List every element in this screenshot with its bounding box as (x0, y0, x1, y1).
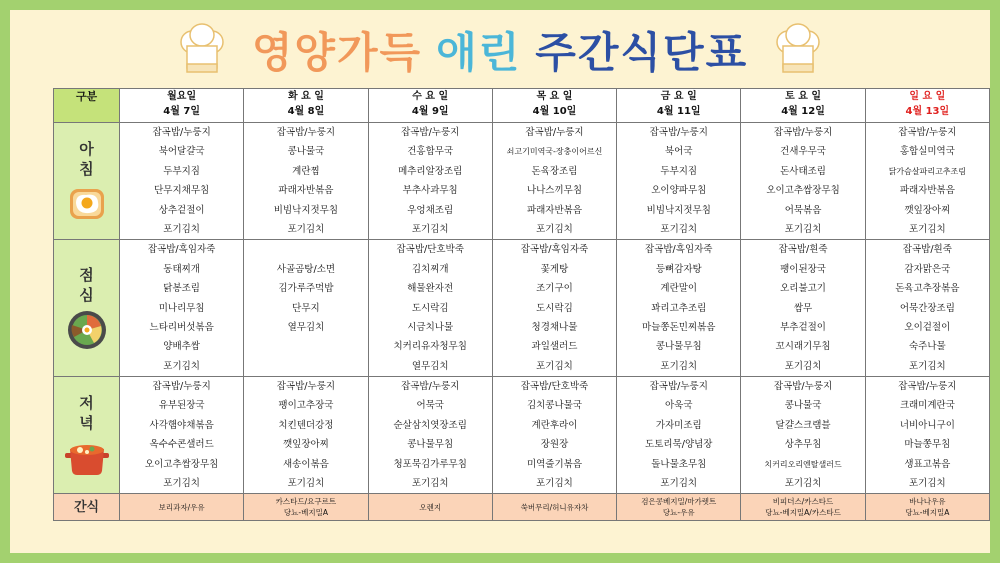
menu-item: 잡곡밥/누룽지 (401, 381, 460, 393)
menu-item: 김가루주먹밥 (278, 283, 334, 295)
breakfast-menu-cell (865, 123, 989, 240)
menu-item: 동태찌개 (163, 263, 200, 275)
lunch-menu-cell (865, 240, 989, 377)
menu-item: 잡곡밥/누룽지 (898, 381, 957, 393)
menu-item: 도시락김 (536, 302, 573, 314)
menu-item: 파래자반볶음 (278, 185, 334, 197)
snack-cell (741, 494, 865, 521)
menu-item: 양배추쌈 (163, 341, 200, 353)
snack-item: 쑥버무리/허니유자차 (520, 502, 589, 512)
menu-item: 돌나물초무침 (651, 458, 707, 470)
menu-item: 포기김치 (536, 478, 573, 490)
menu-item: 너비아니구이 (899, 419, 955, 431)
day-date: 4월 13일 (905, 106, 950, 117)
snack-cell (617, 494, 741, 521)
dinner-menu-cell (617, 377, 741, 494)
menu-item: 우엉채조림 (407, 204, 454, 216)
breakfast-row (54, 123, 990, 240)
menu-item: 두부지짐 (660, 165, 698, 177)
menu-item: 포기김치 (660, 360, 698, 372)
menu-item: 생표고볶음 (904, 458, 951, 470)
menu-item: 꽃게탕 (540, 263, 569, 275)
dinner-menu-cell (120, 377, 244, 494)
menu-item: 잡곡밥/흰죽 (902, 244, 952, 256)
title-part-3: 주간식단표 (535, 28, 749, 77)
snack-cell (120, 494, 244, 521)
menu-table (53, 88, 990, 521)
day-header (120, 89, 244, 123)
menu-item: 잡곡밥/누룽지 (898, 127, 957, 138)
breakfast-menu-cell (617, 123, 741, 240)
menu-item: 단무지 (292, 302, 320, 314)
menu-item: 포기김치 (287, 478, 325, 490)
breakfast-menu-cell (492, 123, 616, 240)
menu-item: 치킨텐더강정 (278, 419, 334, 431)
day-date: 4월 7일 (163, 106, 200, 117)
chef-hat-icon (178, 22, 226, 78)
menu-item: 옥수수콘샐러드 (149, 439, 214, 451)
menu-item: 사각햄야채볶음 (149, 419, 214, 431)
menu-item: 숙주나물 (908, 341, 946, 353)
menu-item: 부추사과무침 (402, 185, 458, 197)
menu-item (244, 240, 367, 259)
lunch-label-char-2: 심 (79, 286, 94, 305)
menu-item: 북어달걀국 (158, 146, 205, 158)
menu-item: 포기김치 (536, 223, 573, 235)
menu-item: 미역줄기볶음 (526, 458, 583, 470)
menu-item: 쌈무 (793, 302, 813, 314)
breakfast-label (54, 123, 120, 240)
menu-item: 미나리무침 (158, 302, 205, 314)
day-name: 수 요 일 (412, 91, 449, 102)
lunch-menu-cell (492, 240, 616, 377)
menu-item: 콩나물국 (784, 400, 822, 412)
menu-item: 장원장 (540, 439, 569, 451)
snack-cell (492, 494, 616, 521)
menu-item: 잡곡밥/누룽지 (773, 381, 833, 393)
menu-item: 콩나물국 (287, 146, 325, 158)
menu-item: 크래미계란국 (899, 400, 955, 412)
menu-item: 닭봉조림 (163, 283, 200, 295)
lunch-row (54, 240, 990, 377)
menu-item: 계란말이 (660, 283, 698, 295)
menu-item (244, 337, 367, 356)
day-header (617, 89, 741, 123)
lunch-menu-cell (244, 240, 368, 377)
menu-item: 닭가슴살파리고추조림 (888, 166, 966, 176)
menu-item: 잡곡밥/흑임자죽 (645, 244, 713, 256)
menu-item: 파래자반볶음 (526, 204, 583, 216)
day-name: 월요일 (167, 91, 197, 102)
menu-item: 포기김치 (660, 478, 698, 490)
menu-item: 시금치나물 (407, 321, 454, 333)
stew-pot-icon (65, 437, 109, 477)
menu-item (244, 357, 367, 376)
lunch-menu-cell (741, 240, 865, 377)
menu-item: 쇠고기미역국-장충이어르신 (506, 147, 603, 157)
snack-item: 보리과자/우유 (158, 502, 205, 512)
menu-item: 달걀스크램블 (775, 419, 831, 431)
day-date: 4월 12일 (781, 106, 825, 117)
page-title (10, 18, 990, 82)
menu-item: 잡곡밥/누룽지 (152, 381, 211, 393)
menu-item: 도토리묵/양념장 (645, 439, 713, 451)
day-date: 4월 11일 (656, 106, 701, 117)
breakfast-label-char-1: 아 (79, 140, 94, 159)
dinner-menu-cell (244, 377, 368, 494)
snack-item: 당뇨-우유 (662, 508, 695, 518)
menu-item: 콩나물무침 (655, 341, 702, 353)
header-gubun: 구분 (54, 89, 120, 123)
menu-item: 치커리오리엔탈샐러드 (764, 459, 842, 469)
day-name: 일 요 일 (909, 91, 946, 102)
dinner-label-char-2: 녁 (79, 414, 94, 433)
menu-item: 치커리유자청무침 (393, 341, 467, 353)
day-date: 4월 9일 (411, 106, 449, 117)
menu-item: 돈육장조림 (531, 165, 578, 177)
menu-item: 상추겉절이 (158, 204, 205, 216)
dinner-menu-cell (492, 377, 616, 494)
menu-item: 잡곡밥/흑임자죽 (520, 244, 589, 256)
menu-item: 잡곡밥/흰죽 (778, 244, 828, 256)
breakfast-label-char-2: 침 (79, 160, 94, 179)
snack-item: 카스타드/요구르트 (275, 497, 337, 507)
menu-item: 건홍합무국 (407, 146, 454, 158)
menu-item: 나나스끼무침 (526, 185, 583, 197)
menu-item: 포기김치 (411, 478, 449, 490)
menu-item: 깻잎장아찌 (282, 439, 329, 451)
menu-item: 잡곡밥/누룽지 (401, 127, 460, 138)
menu-item: 해물완자전 (407, 283, 454, 295)
menu-item: 청경채나물 (531, 321, 578, 333)
menu-item: 포기김치 (908, 360, 946, 372)
menu-item: 잡곡밥/단호박죽 (396, 244, 464, 256)
chef-hat-icon (774, 22, 822, 78)
day-name: 화 요 일 (287, 91, 324, 102)
menu-item: 잡곡밥/단호박죽 (520, 381, 589, 393)
menu-item: 도시락김 (411, 302, 449, 314)
menu-item: 두부지짐 (163, 165, 200, 177)
menu-item: 느타리버섯볶음 (149, 321, 214, 333)
menu-item: 오이양파무침 (651, 185, 707, 197)
day-header (741, 89, 865, 123)
menu-item: 새송이볶음 (282, 458, 329, 470)
menu-item: 돈육고추장볶음 (895, 283, 960, 295)
menu-item: 건새우무국 (780, 146, 826, 158)
bibimbap-bowl-icon (66, 309, 108, 351)
title-part-2: 애린 (436, 28, 522, 77)
menu-item: 오이고추쌈장무침 (144, 458, 219, 470)
snack-item: 당뇨-베지밀A/카스타드 (765, 508, 841, 518)
menu-item: 어묵국 (416, 400, 444, 412)
snack-cell (865, 494, 989, 521)
day-name: 금 요 일 (660, 91, 697, 102)
menu-item: 감자맑은국 (904, 263, 951, 275)
menu-item: 팽이고추장국 (278, 400, 334, 412)
snack-row (54, 494, 990, 521)
dinner-menu-cell (865, 377, 989, 494)
breakfast-menu-cell (741, 123, 865, 240)
menu-item: 꽈리고추조림 (651, 302, 707, 314)
snack-cell (368, 494, 492, 521)
menu-item: 사골곰탕/소면 (276, 263, 336, 275)
menu-item: 조기구이 (536, 283, 573, 295)
menu-item: 오이고추쌈장무침 (766, 185, 840, 197)
menu-item: 단무지채무침 (154, 185, 210, 197)
lunch-menu-cell (368, 240, 492, 377)
menu-item: 포기김치 (163, 478, 200, 490)
breakfast-menu-cell (244, 123, 368, 240)
dinner-menu-cell (741, 377, 865, 494)
menu-item: 김치찌개 (411, 263, 449, 275)
menu-item: 잡곡밥/누룽지 (276, 381, 336, 393)
snack-item: 검은콩베지밀/마가렛트 (641, 497, 717, 507)
snack-item: 당뇨-베지밀A (283, 508, 328, 518)
menu-item: 콩나물무침 (407, 439, 454, 451)
day-date: 4월 10일 (532, 106, 577, 117)
menu-item: 열무김치 (287, 321, 325, 333)
dinner-label (54, 377, 120, 494)
menu-item: 잡곡밥/누룽지 (525, 127, 584, 138)
menu-item: 포기김치 (784, 223, 822, 235)
day-header (368, 89, 492, 123)
menu-item: 잡곡밥/누룽지 (649, 127, 708, 138)
menu-item: 마늘쫑무침 (904, 439, 951, 451)
menu-item: 포기김치 (163, 223, 200, 235)
header-row (54, 89, 990, 123)
fried-egg-toast-icon (67, 183, 107, 223)
day-header (865, 89, 989, 123)
menu-item: 비빔낙지젓무침 (646, 204, 711, 216)
menu-item: 순살삼치엿장조림 (393, 419, 467, 431)
lunch-label-char-1: 점 (79, 266, 94, 285)
menu-item: 홍합실미역국 (899, 146, 955, 158)
snack-label: 간식 (54, 494, 120, 521)
menu-item: 잡곡밥/누룽지 (773, 127, 833, 138)
menu-item: 돈사태조림 (780, 165, 826, 177)
menu-item: 등뼈감자탕 (655, 263, 702, 275)
menu-item: 과일샐러드 (531, 341, 578, 353)
day-name: 토 요 일 (785, 91, 822, 102)
menu-item: 부추겉절이 (780, 321, 826, 333)
menu-board (10, 10, 990, 553)
breakfast-menu-cell (368, 123, 492, 240)
menu-item: 계란후라이 (531, 419, 578, 431)
menu-item: 잡곡밥/누룽지 (649, 381, 708, 393)
menu-item: 가자미조림 (655, 419, 702, 431)
menu-item: 포기김치 (784, 360, 822, 372)
dinner-label-char-1: 저 (79, 394, 94, 413)
menu-item: 마늘쫑돈민찌볶음 (642, 321, 716, 333)
menu-item: 청포묵김가루무침 (393, 458, 467, 470)
menu-item: 포기김치 (908, 223, 946, 235)
lunch-menu-cell (120, 240, 244, 377)
menu-item: 깻잎장아찌 (904, 204, 951, 216)
menu-item: 오이겉절이 (904, 321, 951, 333)
menu-item: 팽이된장국 (780, 263, 826, 275)
menu-item: 김치콩나물국 (526, 400, 583, 412)
snack-cell (244, 494, 368, 521)
menu-item: 포기김치 (784, 478, 822, 490)
menu-item: 꼬시래기무침 (775, 341, 831, 353)
day-header (492, 89, 616, 123)
menu-item: 어묵간장조림 (899, 302, 955, 314)
menu-item: 잡곡밥/누룽지 (276, 127, 336, 138)
menu-item: 포기김치 (908, 478, 946, 490)
snack-item: 당뇨-베지밀A (905, 508, 950, 518)
menu-item: 메추리알장조림 (398, 165, 463, 177)
snack-item: 바나나우유 (909, 497, 946, 507)
menu-item: 잡곡밥/흑임자죽 (147, 244, 216, 256)
menu-item: 파래자반볶음 (899, 185, 955, 197)
menu-item: 포기김치 (287, 223, 325, 235)
title-part-1: 영양가득 (251, 28, 423, 77)
menu-item: 포기김치 (536, 360, 573, 372)
lunch-menu-cell (617, 240, 741, 377)
menu-item: 포기김치 (411, 223, 449, 235)
menu-item: 오리불고기 (780, 283, 826, 295)
menu-item: 아욱국 (665, 400, 693, 412)
day-name: 목 요 일 (536, 91, 573, 102)
menu-item: 상추무침 (784, 439, 822, 451)
menu-item: 비빔낙지젓무침 (273, 204, 339, 216)
menu-item: 어묵볶음 (784, 204, 822, 216)
menu-item: 유부된장국 (158, 400, 205, 412)
snack-item: 비피더스/카스타드 (772, 497, 834, 507)
menu-item: 포기김치 (660, 223, 698, 235)
menu-item: 포기김치 (163, 360, 200, 372)
snack-item: 오렌지 (419, 502, 442, 512)
day-header (244, 89, 368, 123)
menu-item: 열무김치 (411, 360, 449, 372)
breakfast-menu-cell (120, 123, 244, 240)
day-date: 4월 8일 (287, 106, 325, 117)
lunch-label (54, 240, 120, 377)
menu-item: 계란찜 (292, 165, 320, 177)
dinner-menu-cell (368, 377, 492, 494)
menu-item: 잡곡밥/누룽지 (152, 127, 211, 138)
dinner-row (54, 377, 990, 494)
menu-item: 북어국 (665, 146, 693, 158)
